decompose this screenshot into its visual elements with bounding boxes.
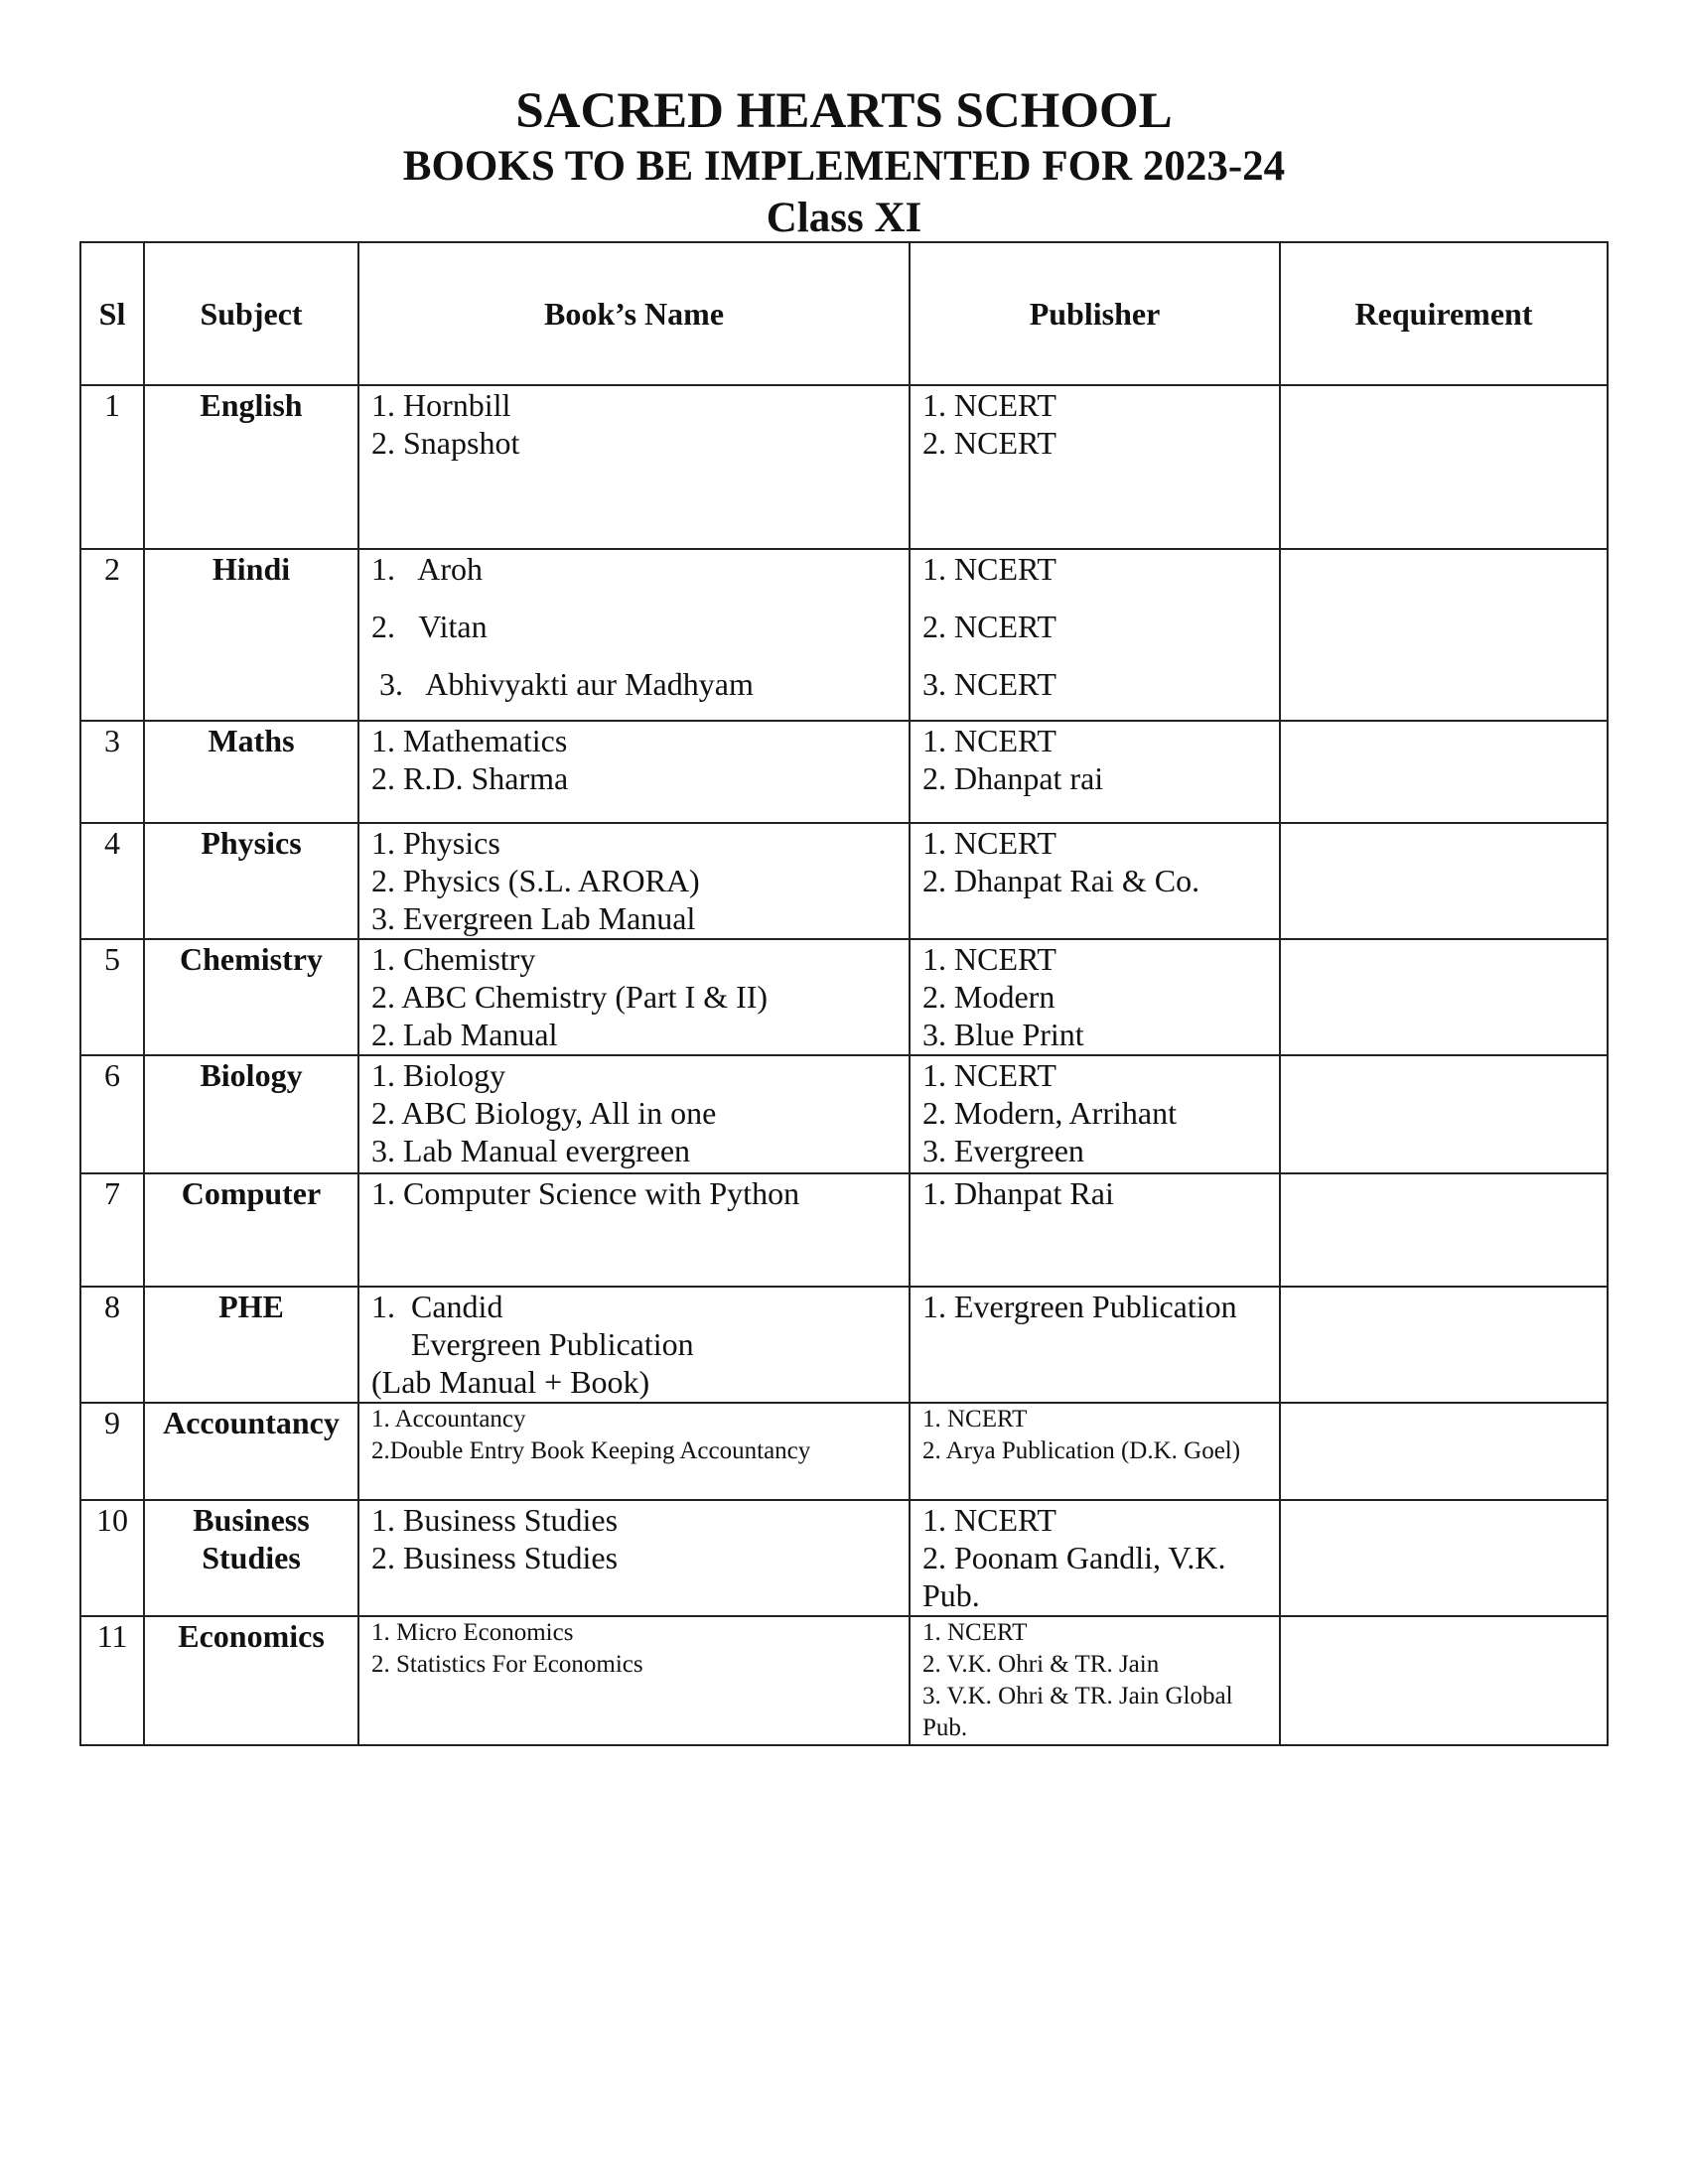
row-subject: Biology: [144, 1055, 358, 1173]
row-sl: 10: [80, 1500, 144, 1616]
row-publishers: [910, 1616, 1280, 1745]
class-name: Class XI: [766, 195, 922, 241]
row-sl: 2: [80, 549, 144, 721]
book-item: 2. Statistics For Economics: [371, 1651, 643, 1678]
row-publishers: [910, 1173, 1280, 1287]
publisher-item: 1. NCERT: [922, 1502, 1056, 1538]
book-item: 1. Mathematics: [371, 723, 568, 758]
table-row: [80, 1055, 1608, 1173]
document-title: BOOKS TO BE IMPLEMENTED FOR 2023-24: [402, 143, 1286, 190]
row-requirement: [1280, 939, 1608, 1055]
row-subject: Economics: [144, 1616, 358, 1745]
publisher-item: 1. NCERT: [922, 551, 1056, 587]
row-subject: PHE: [144, 1287, 358, 1403]
row-requirement: [1280, 549, 1608, 721]
row-subject: Maths: [144, 721, 358, 823]
publisher-item: 2. V.K. Ohri & TR. Jain: [922, 1651, 1160, 1678]
book-item: 2. R.D. Sharma: [371, 760, 569, 796]
row-books: [358, 823, 910, 939]
row-sl: 11: [80, 1616, 144, 1745]
book-item: 3. Abhivyakti aur Madhyam: [371, 666, 754, 702]
row-publishers: [910, 549, 1280, 721]
publisher-item: 1. Dhanpat Rai: [922, 1175, 1114, 1211]
row-subject: Hindi: [144, 549, 358, 721]
row-subject: Business Studies: [144, 1500, 358, 1616]
publisher-item: 3. V.K. Ohri & TR. Jain Global Pub.: [922, 1683, 1239, 1741]
book-item: 1. Chemistry: [371, 941, 536, 977]
row-sl: 8: [80, 1287, 144, 1403]
publisher-item: 2. Dhanpat Rai & Co.: [922, 863, 1200, 898]
column-header-sl: Sl: [80, 242, 144, 385]
book-item: 1. Biology: [371, 1057, 506, 1093]
book-item: 1. Computer Science with Python: [371, 1175, 800, 1211]
book-item: 3. Lab Manual evergreen: [371, 1133, 691, 1168]
publisher-item: 2. Dhanpat rai: [922, 760, 1104, 796]
row-requirement: [1280, 1287, 1608, 1403]
table-row: [80, 549, 1608, 721]
row-subject: Computer: [144, 1173, 358, 1287]
book-item: 1. Business Studies: [371, 1502, 619, 1538]
publisher-item: 1. NCERT: [922, 387, 1056, 423]
row-books: [358, 1500, 910, 1616]
book-item: (Lab Manual + Book): [371, 1364, 650, 1400]
row-requirement: [1280, 721, 1608, 823]
publisher-item: 2. Poonam Gandli, V.K. Pub.: [922, 1540, 1234, 1613]
row-sl: 3: [80, 721, 144, 823]
row-sl: 4: [80, 823, 144, 939]
publisher-item: 1. NCERT: [922, 1619, 1028, 1646]
table-row: [80, 1287, 1608, 1403]
row-books: [358, 1616, 910, 1745]
row-subject: Physics: [144, 823, 358, 939]
row-books: [358, 1055, 910, 1173]
school-name: SACRED HEARTS SCHOOL: [515, 83, 1173, 139]
books-table: [79, 241, 1609, 1746]
book-item: 2. Business Studies: [371, 1540, 619, 1575]
book-item: 1. Micro Economics: [371, 1619, 574, 1646]
table-row: [80, 823, 1608, 939]
book-item: 1. Candid: [371, 1289, 503, 1324]
row-publishers: [910, 1287, 1280, 1403]
row-sl: 7: [80, 1173, 144, 1287]
table-row: [80, 1616, 1608, 1745]
row-publishers: [910, 1055, 1280, 1173]
publisher-item: 2. Modern: [922, 979, 1055, 1015]
publisher-item: 2. Modern, Arrihant: [922, 1095, 1177, 1131]
book-item: 2. ABC Chemistry (Part I & II): [371, 979, 769, 1015]
book-item: 1. Hornbill: [371, 387, 511, 423]
table-row: [80, 385, 1608, 549]
table-row: [80, 1500, 1608, 1616]
column-header-subject: Subject: [144, 242, 358, 385]
row-sl: 6: [80, 1055, 144, 1173]
book-item: 2. ABC Biology, All in one: [371, 1095, 717, 1131]
row-publishers: [910, 385, 1280, 549]
publisher-item: 1. NCERT: [922, 723, 1056, 758]
book-item: 3. Evergreen Lab Manual: [371, 900, 696, 936]
table-row: [80, 939, 1608, 1055]
book-item: 2. Vitan: [371, 609, 488, 644]
table-header-row: [80, 242, 1608, 385]
row-books: [358, 549, 910, 721]
book-item: 2. Lab Manual: [371, 1017, 558, 1052]
publisher-item: 2. NCERT: [922, 425, 1056, 461]
row-books: [358, 721, 910, 823]
table-row: [80, 1403, 1608, 1500]
publisher-item: 3. NCERT: [922, 666, 1056, 702]
row-sl: 9: [80, 1403, 144, 1500]
row-requirement: [1280, 1055, 1608, 1173]
row-subject: Accountancy: [144, 1403, 358, 1500]
book-item: 2. Physics (S.L. ARORA): [371, 863, 700, 898]
row-sl: 1: [80, 385, 144, 549]
row-publishers: [910, 823, 1280, 939]
publisher-item: 1. NCERT: [922, 1406, 1028, 1433]
book-item: 1. Accountancy: [371, 1406, 526, 1433]
row-books: [358, 939, 910, 1055]
row-books: [358, 1173, 910, 1287]
publisher-item: 3. Evergreen: [922, 1133, 1084, 1168]
document-header: [0, 81, 1688, 244]
row-requirement: [1280, 1616, 1608, 1745]
publisher-item: 3. Blue Print: [922, 1017, 1084, 1052]
book-item: 2.Double Entry Book Keeping Accountancy: [371, 1437, 811, 1464]
book-item: 1. Aroh: [371, 551, 483, 587]
publisher-item: 1. NCERT: [922, 1057, 1056, 1093]
publisher-item: 1. NCERT: [922, 825, 1056, 861]
row-subject: English: [144, 385, 358, 549]
book-item: 1. Physics: [371, 825, 500, 861]
row-requirement: [1280, 823, 1608, 939]
book-item: 2. Snapshot: [371, 425, 520, 461]
publisher-item: 2. NCERT: [922, 609, 1056, 644]
row-books: [358, 1287, 910, 1403]
table-row: [80, 721, 1608, 823]
row-publishers: [910, 1500, 1280, 1616]
row-books: [358, 1403, 910, 1500]
column-header-publisher: Publisher: [910, 242, 1280, 385]
column-header-requirement: Requirement: [1280, 242, 1608, 385]
publisher-item: 2. Arya Publication (D.K. Goel): [922, 1437, 1241, 1464]
row-publishers: [910, 721, 1280, 823]
row-books: [358, 385, 910, 549]
publisher-item: 1. NCERT: [922, 941, 1056, 977]
row-requirement: [1280, 385, 1608, 549]
column-header-book-name: Book’s Name: [358, 242, 910, 385]
row-requirement: [1280, 1403, 1608, 1500]
row-sl: 5: [80, 939, 144, 1055]
row-publishers: [910, 939, 1280, 1055]
row-publishers: [910, 1403, 1280, 1500]
book-item: Evergreen Publication: [371, 1326, 694, 1362]
publisher-item: 1. Evergreen Publication: [922, 1289, 1237, 1324]
table-row: [80, 1173, 1608, 1287]
row-requirement: [1280, 1500, 1608, 1616]
row-subject: Chemistry: [144, 939, 358, 1055]
row-requirement: [1280, 1173, 1608, 1287]
